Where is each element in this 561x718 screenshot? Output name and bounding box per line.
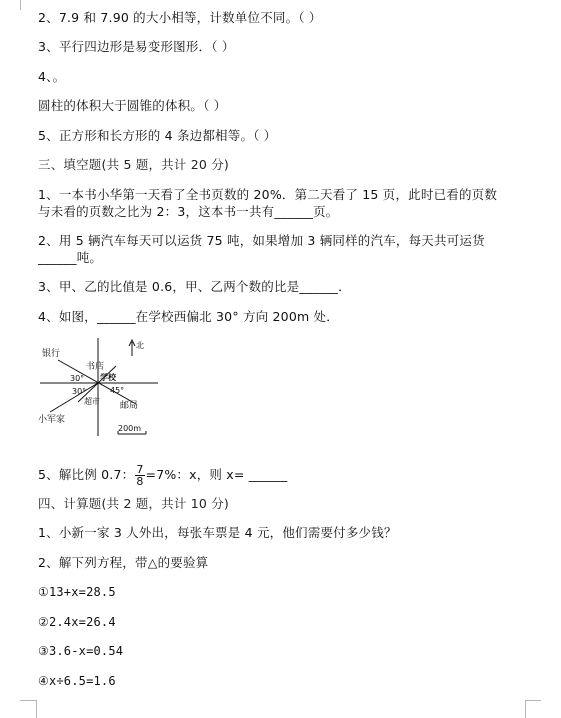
angle-label: 30° [70,374,85,383]
fill-question-1-line-2: 与未看的页数之比为 2：3，这本书一共有______页。 [38,204,339,219]
post-office-label: 邮局 [120,401,139,411]
section-fill-in-heading: 三、填空题(共 5 题，共计 20 分) [38,157,230,172]
judge-question-5: 5、正方形和长方形的 4 条边都相等。（ ） [38,128,277,143]
fill-question-1-line-1: 1、一本书小华第一天看了全书页数的 20%．第二天看了 15 页，此时已看的页数 [38,187,498,202]
supermarket-label: 超市 [84,397,100,406]
equation-4: ④x÷6.5=1.6 [38,674,116,688]
north-label: 北 [136,341,144,350]
proportion-suffix: =7%：x，则 x= ______ [145,467,288,482]
judge-question-2: 2、7.9 和 7.90 的大小相等，计数单位不同。（ ） [38,10,322,25]
direction-map-figure [36,336,162,440]
page-corner-mark [36,700,37,718]
judge-question-4: 4、。 [38,69,66,84]
fill-question-2-line-2: ______吨。 [38,250,103,265]
fraction-numerator: 7 [136,463,144,476]
judge-question-4-text: 圆柱的体积大于圆锥的体积。（ ） [38,98,227,113]
bank-label: 银行 [42,349,61,359]
equation-2: ②2.4x=26.4 [38,615,116,629]
fill-question-3: 3、甲、乙的比值是 0.6，甲、乙两个数的比是______． [38,279,351,294]
school-label: 学校 [100,373,116,382]
angle-label: 30° [72,387,87,396]
fill-question-4: 4、如图，______在学校西偏北 30° 方向 200m 处． [38,309,339,324]
page-corner-mark [20,0,21,10]
scale-label: 200m [118,424,142,433]
calc-question-1: 1、小新一家 3 人外出，每张车票是 4 元，他们需要付多少钱？ [38,525,397,540]
equation-3: ③3.6-x=0.54 [38,644,124,658]
section-calculation-heading: 四、计算题(共 2 题，共计 10 分) [38,496,230,511]
page-corner-mark [20,700,36,701]
fill-question-5 [38,464,287,487]
angle-label: 45° [110,386,125,395]
fraction-denominator: 8 [136,475,144,488]
page-corner-mark [525,700,541,701]
proportion-prefix: 5、解比例 0.7： [38,467,135,482]
judge-question-3: 3、平行四边形是易变形图形．（ ） [38,39,235,54]
equation-1: ①13+x=28.5 [38,585,116,599]
xiaojun-home-label: 小军家 [38,415,66,425]
fraction [135,464,144,487]
page-corner-mark [525,700,526,718]
fill-question-2-line-1: 2、用 5 辆汽车每天可以运货 75 吨，如果增加 3 辆同样的汽车，每天共可运货 [38,233,485,248]
calc-question-2: 2、解下列方程，带△的要验算 [38,555,209,570]
bookstore-label: 书店 [86,362,105,372]
